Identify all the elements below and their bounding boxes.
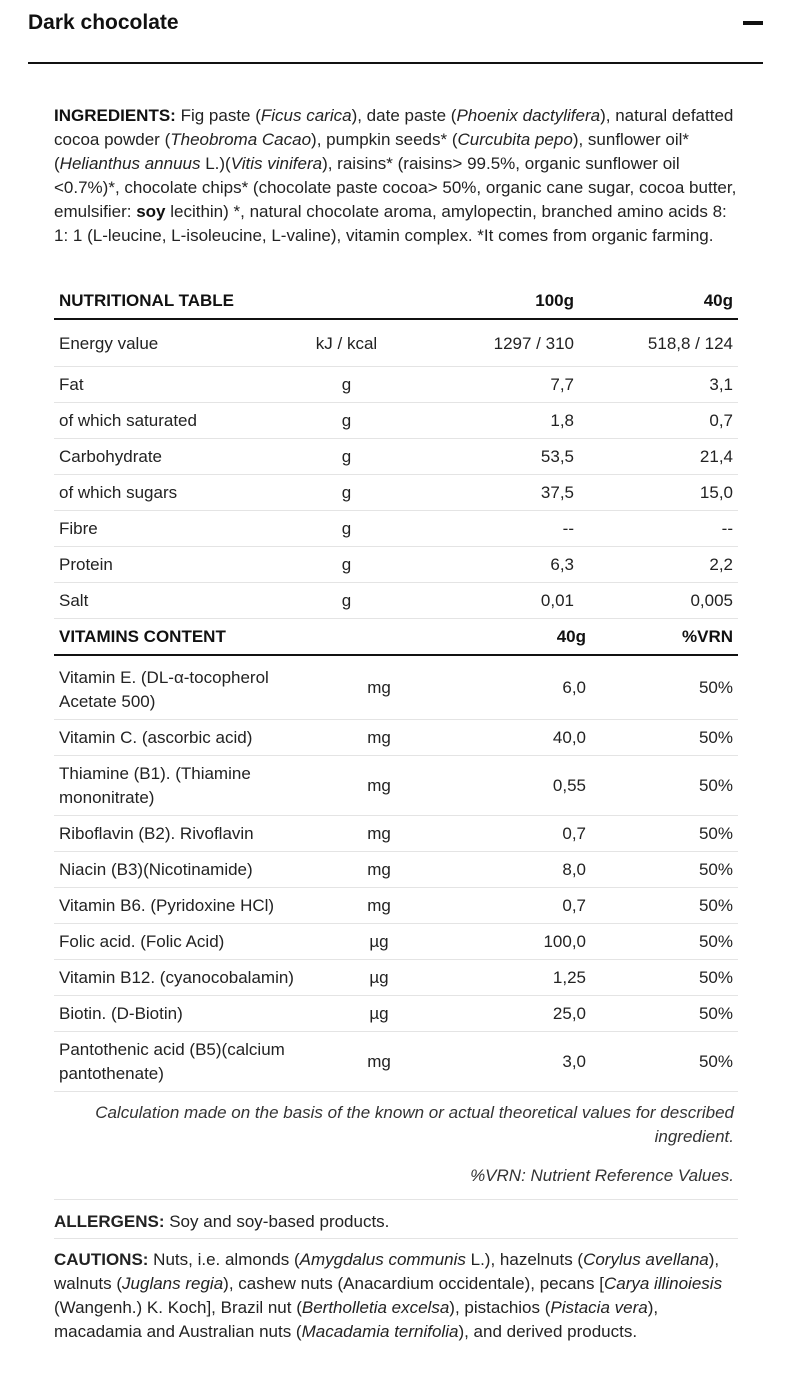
vitamin-amount: 100,0: [434, 924, 591, 960]
ingredients-part: lecithin) *, natural chocolate aroma, amylopectin, branched amino acids 8: 1: 1 (L-leucine, L-isoleucine, L-valine), vitamin complex. *It comes from organic farming.: [54, 202, 727, 245]
cautions-text: [54, 1248, 744, 1344]
nutrient-per-40g: 21,4: [579, 439, 738, 475]
cautions-latin: Juglans regia: [122, 1274, 224, 1293]
vitamin-vrn: 50%: [591, 1032, 738, 1092]
vitamin-name: Vitamin B12. (cyanocobalamin): [54, 960, 324, 996]
vitamin-unit: mg: [324, 852, 434, 888]
vitamin-unit: mg: [324, 655, 434, 720]
nutrient-per-100g: 37,5: [419, 475, 579, 511]
ingredients-latin: Phoenix dactylifera: [456, 106, 601, 125]
calculation-note: Calculation made on the basis of the known or actual theoretical values for described ingredient.: [95, 1103, 734, 1146]
vitamins-vrn-header: %VRN: [591, 620, 738, 655]
vitamin-amount: 0,7: [434, 888, 591, 924]
nutrient-name: Salt: [54, 583, 274, 619]
cautions-part: L.), hazelnuts (: [465, 1250, 584, 1269]
vitamins-unit-header: [324, 620, 434, 655]
table-row: [54, 852, 738, 888]
nutrient-name: Fibre: [54, 511, 274, 547]
vitamin-name: Niacin (B3)(Nicotinamide): [54, 852, 324, 888]
table-row: [54, 720, 738, 756]
nutrient-per-40g: 2,2: [579, 547, 738, 583]
vitamin-vrn: 50%: [591, 852, 738, 888]
table-row: [54, 960, 738, 996]
ingredients-part: ), natural defatted cocoa powder (: [54, 106, 734, 149]
vitamin-unit: µg: [324, 996, 434, 1032]
vitamin-name: Vitamin C. (ascorbic acid): [54, 720, 324, 756]
nutrient-unit: g: [274, 403, 419, 439]
accordion-title: Dark chocolate: [28, 11, 179, 34]
ingredients-latin: Ficus carica: [260, 106, 352, 125]
vitamin-name: Pantothenic acid (B5)(calcium pantothenate): [54, 1032, 324, 1092]
ingredients-latin: Vitis vinifera: [230, 154, 323, 173]
divider: [54, 1238, 738, 1239]
vitamin-name: Vitamin B6. (Pyridoxine HCl): [54, 888, 324, 924]
vitamin-unit: µg: [324, 960, 434, 996]
nutrient-per-100g: 53,5: [419, 439, 579, 475]
vitamin-unit: mg: [324, 816, 434, 852]
vitamin-name: Folic acid. (Folic Acid): [54, 924, 324, 960]
vitamin-vrn: 50%: [591, 655, 738, 720]
vitamin-unit: mg: [324, 720, 434, 756]
table-row: [54, 816, 738, 852]
vitamin-amount: 3,0: [434, 1032, 591, 1092]
vitamin-vrn: 50%: [591, 756, 738, 816]
table-row: [54, 756, 738, 816]
nutrient-name: of which saturated: [54, 403, 274, 439]
ingredients-part: ), sunflower oil* (: [54, 130, 690, 173]
table-row: [54, 511, 738, 547]
vitamin-name: Riboflavin (B2). Rivoflavin: [54, 816, 324, 852]
nutrient-unit: g: [274, 547, 419, 583]
table-row: [54, 655, 738, 720]
nutrient-per-40g: --: [579, 511, 738, 547]
nutrient-per-100g: --: [419, 511, 579, 547]
ingredients-latin: Curcubita pepo: [457, 130, 573, 149]
vitamin-amount: 6,0: [434, 655, 591, 720]
allergens-text: [54, 1210, 744, 1234]
vitamin-vrn: 50%: [591, 720, 738, 756]
table-row: [54, 475, 738, 511]
vitamin-unit: mg: [324, 888, 434, 924]
vitamin-name: Biotin. (D-Biotin): [54, 996, 324, 1032]
cautions-part: ), and derived products.: [458, 1322, 638, 1341]
nutrient-per-40g: 518,8 / 124: [579, 319, 738, 367]
vitamins-title: VITAMINS CONTENT: [54, 620, 324, 655]
cautions-latin: Corylus avellana: [583, 1250, 709, 1269]
nutrient-per-100g: 1,8: [419, 403, 579, 439]
allergens-value: Soy and soy-based products.: [164, 1212, 390, 1231]
table-row: [54, 888, 738, 924]
ingredients-part: ), pumpkin seeds* (: [311, 130, 458, 149]
cautions-latin: Macadamia ternifolia: [301, 1322, 459, 1341]
nutrient-per-40g: 0,005: [579, 583, 738, 619]
vitamin-unit: mg: [324, 1032, 434, 1092]
cautions-latin: Bertholletia excelsa: [301, 1298, 450, 1317]
ingredients-part: ), raisins* (raisins> 99.5%, organic sunflower oil <0.7%)*, chocolate chips* (chocolate paste cocoa> 50%, organic cane sugar, cocoa butter, emulsifier:: [54, 154, 737, 221]
nutrient-name: Carbohydrate: [54, 439, 274, 475]
vitamin-vrn: 50%: [591, 996, 738, 1032]
nutrient-name: Protein: [54, 547, 274, 583]
vitamin-amount: 1,25: [434, 960, 591, 996]
minus-icon[interactable]: [743, 21, 763, 25]
cautions-part: ), walnuts (: [54, 1250, 720, 1293]
accordion-header[interactable]: [28, 0, 763, 64]
table-row: [54, 1032, 738, 1092]
cautions-latin: Pistacia vera: [550, 1298, 648, 1317]
nutrient-unit: g: [274, 367, 419, 403]
table-row: [54, 924, 738, 960]
nutrient-unit: g: [274, 439, 419, 475]
nutrition-unit-header: [274, 284, 419, 319]
nutrient-per-100g: 7,7: [419, 367, 579, 403]
cautions-latin: Carya illinoiesis: [603, 1274, 723, 1293]
vitamin-vrn: 50%: [591, 924, 738, 960]
nutrient-name: of which sugars: [54, 475, 274, 511]
cautions-label: CAUTIONS:: [54, 1250, 149, 1269]
vrn-note: %VRN: Nutrient Reference Values.: [470, 1166, 734, 1185]
nutrient-per-100g: 0,01: [419, 583, 579, 619]
nutrient-unit: g: [274, 583, 419, 619]
vitamin-amount: 0,55: [434, 756, 591, 816]
vitamin-unit: mg: [324, 756, 434, 816]
nutrient-name: Fat: [54, 367, 274, 403]
nutrient-unit: g: [274, 475, 419, 511]
divider: [54, 1199, 738, 1200]
ingredients-allergen-highlight: soy: [136, 202, 166, 221]
vitamin-vrn: 50%: [591, 960, 738, 996]
table-row: [54, 319, 738, 367]
vitamin-amount: 25,0: [434, 996, 591, 1032]
nutrition-table: [54, 284, 738, 619]
vitamin-unit: µg: [324, 924, 434, 960]
ingredients-latin: Theobroma Cacao: [170, 130, 312, 149]
vitamin-amount: 0,7: [434, 816, 591, 852]
cautions-part: ), cashew nuts (Anacardium occidentale), pecans [: [223, 1274, 604, 1293]
cautions-part: ), pistachios (: [449, 1298, 551, 1317]
cautions-latin: Amygdalus communis: [299, 1250, 466, 1269]
nutrient-per-40g: 15,0: [579, 475, 738, 511]
ingredients-label: INGREDIENTS:: [54, 106, 176, 125]
cautions-part: Nuts, i.e. almonds (: [148, 1250, 300, 1269]
nutrient-per-100g: 6,3: [419, 547, 579, 583]
nutrient-per-40g: 0,7: [579, 403, 738, 439]
nutrition-title: NUTRITIONAL TABLE: [54, 284, 274, 319]
ingredients-latin: Helianthus annuus: [59, 154, 201, 173]
vitamin-amount: 8,0: [434, 852, 591, 888]
vitamin-name: Thiamine (B1). (Thiamine mononitrate): [54, 756, 324, 816]
nutrient-name: Energy value: [54, 319, 274, 367]
vitamins-40g-header: 40g: [434, 620, 591, 655]
vitamins-table: [54, 620, 738, 1092]
vitamins-header-row: [54, 620, 738, 655]
vitamin-amount: 40,0: [434, 720, 591, 756]
ingredients-text: [54, 104, 744, 248]
table-row: [54, 547, 738, 583]
nutrition-header-row: [54, 284, 738, 319]
nutrient-unit: kJ / kcal: [274, 319, 419, 367]
ingredients-part: ), date paste (: [351, 106, 457, 125]
allergens-label: ALLERGENS:: [54, 1212, 165, 1231]
table-row: [54, 403, 738, 439]
table-row: [54, 583, 738, 619]
table-row: [54, 367, 738, 403]
nutrient-unit: g: [274, 511, 419, 547]
cautions-part: (Wangenh.) K. Koch], Brazil nut (: [54, 1298, 302, 1317]
vitamin-vrn: 50%: [591, 816, 738, 852]
nutrition-100g-header: 100g: [419, 284, 579, 319]
nutrient-per-40g: 3,1: [579, 367, 738, 403]
vitamin-name: Vitamin E. (DL-α-tocopherol Acetate 500): [54, 655, 324, 720]
table-row: [54, 996, 738, 1032]
nutrient-per-100g: 1297 / 310: [419, 319, 579, 367]
cautions-part: ), macadamia and Australian nuts (: [54, 1298, 659, 1341]
ingredients-part: Fig paste (: [175, 106, 261, 125]
table-row: [54, 439, 738, 475]
nutrition-40g-header: 40g: [579, 284, 738, 319]
ingredients-part: L.)(: [200, 154, 231, 173]
vitamin-vrn: 50%: [591, 888, 738, 924]
